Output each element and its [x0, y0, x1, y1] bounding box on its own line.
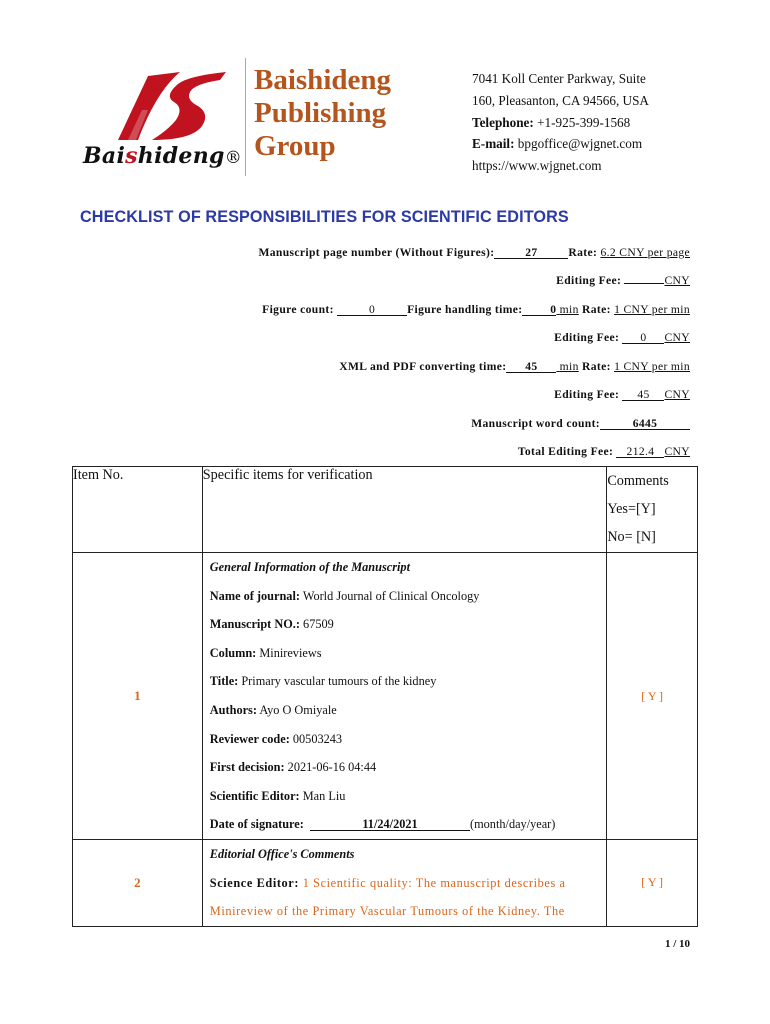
authors-line: Authors: Ayo O Omiyale	[209, 702, 337, 717]
table-row	[73, 553, 698, 840]
xml-editing-fee-row: Editing Fee: 45 CNY	[554, 388, 690, 401]
section-title: Editorial Office's Comments	[209, 847, 355, 861]
website-link[interactable]: https://www.wjgnet.com	[472, 158, 602, 174]
science-editor-line-2: Minireview of the Primary Vascular Tumours of the Kidney. The	[209, 904, 565, 919]
item-number: 2	[73, 840, 203, 927]
col-item-no: Item No.	[73, 467, 203, 553]
editorial-comments-cell	[202, 840, 607, 927]
baishideng-logo-icon	[108, 70, 228, 142]
table-row	[73, 840, 698, 927]
word-count-row: Manuscript word count: 6445	[471, 417, 690, 430]
item-number: 1	[73, 553, 203, 840]
title-line: Title: Primary vascular tumours of the kidney	[209, 674, 437, 689]
publisher-address: 7041 Koll Center Parkway, Suite 160, Pleasanton, CA 94566, USA Telephone: +1-925-399-1568 E-mail: bpgoffice@wjgnet.com https://www.wjgnet.com	[472, 68, 649, 177]
col-specific-items: Specific items for verification	[202, 467, 607, 553]
figure-editing-fee-row: Editing Fee: 0 CNY	[554, 331, 690, 344]
xml-converting-row: XML and PDF converting time: 45 min Rate: 1 CNY per min	[339, 360, 690, 373]
page-title: CHECKLIST OF RESPONSIBILITIES FOR SCIENTIFIC EDITORS	[80, 208, 569, 226]
comment-mark: [ Y ]	[607, 840, 698, 927]
table-header-row	[73, 467, 698, 553]
science-editor-line: Science Editor: 1 Scientific quality: The manuscript describes a	[209, 875, 566, 890]
journal-line: Name of journal: World Journal of Clinical Oncology	[209, 588, 480, 603]
reviewer-line: Reviewer code: 00503243	[209, 731, 343, 746]
total-fee-row: Total Editing Fee: 212.4 CNY	[517, 445, 690, 458]
comment-mark: [ Y ]	[607, 553, 698, 840]
general-info-cell	[202, 553, 607, 840]
manuscript-no-line: Manuscript NO.: 67509	[209, 617, 334, 632]
publisher-name: Baishideng Publishing Group	[254, 64, 391, 162]
figure-row: Figure count: 0 Figure handling time: 0 min Rate: 1 CNY per min	[262, 303, 690, 316]
page-number-row: Manuscript page number (Without Figures): 27 Rate: 6.2 CNY per page	[258, 246, 690, 259]
header-divider	[245, 58, 246, 176]
column-line: Column: Minireviews	[209, 645, 322, 660]
page-editing-fee-row: Editing Fee: CNY	[556, 274, 690, 287]
checklist-table	[72, 466, 698, 927]
decision-line: First decision: 2021-06-16 04:44	[209, 760, 377, 775]
section-title: General Information of the Manuscript	[209, 560, 410, 574]
page-number: 1 / 10	[664, 938, 690, 950]
baishideng-wordmark: Baishideng®	[83, 143, 243, 169]
signature-line: Date of signature: 11/24/2021 (month/day/year)	[209, 817, 556, 832]
col-comments: Comments Yes=[Y] No= [N]	[607, 467, 698, 553]
editor-line: Scientific Editor: Man Liu	[209, 788, 346, 803]
